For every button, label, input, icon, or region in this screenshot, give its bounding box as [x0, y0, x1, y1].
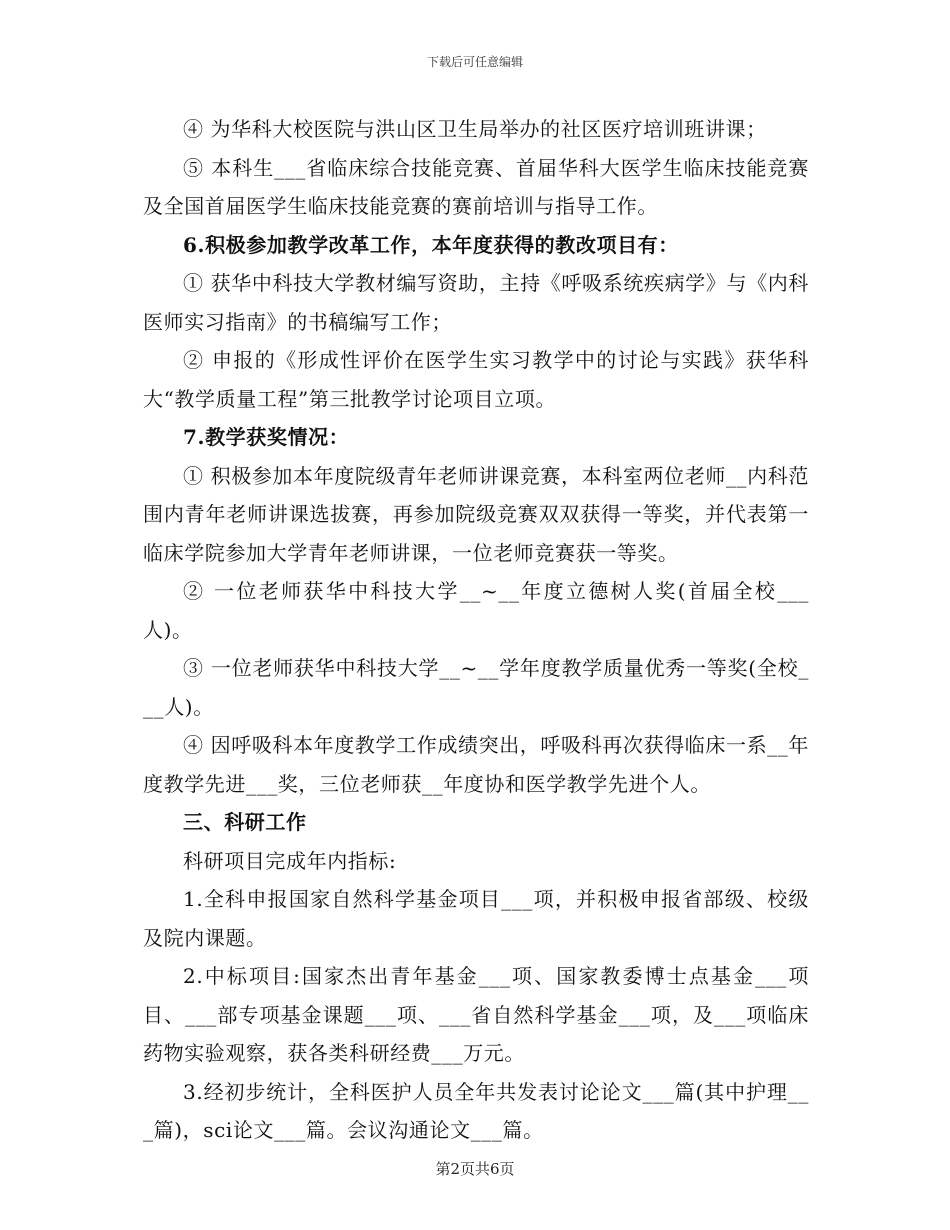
page-footer: 第2页共6页: [435, 1160, 515, 1178]
paragraph-department-award: ④ 因呼吸科本年度教学工作成绩突出，呼吸科再次获得临床一系__年度教学先进___奖，三位老师获__年度协和医学教学先进个人。: [143, 733, 809, 796]
paragraph-research-targets: 科研项目完成年内指标:: [183, 848, 397, 873]
heading-research-work: 三、科研工作: [183, 810, 307, 834]
paragraph-skill-competition: ⑤ 本科生___省临床综合技能竞赛、首届华科大医学生临床技能竞赛及全国首届医学生临床技能竞赛的赛前培训与指导工作。: [143, 155, 809, 218]
heading-teaching-reform: 6.积极参加教学改革工作，本年度获得的教改项目有：: [183, 232, 679, 257]
paragraph-textbook-funding: ① 获华中科技大学教材编写资助，主持《呼吸系统疾病学》与《内科医师实习指南》的书稿编写工作；: [143, 271, 809, 334]
paragraph-publications: 3.经初步统计，全科医护人员全年共发表讨论论文___篇(其中护理___篇)，sci论文___篇。会议沟通论文___篇。: [143, 1079, 809, 1142]
paragraph-lecture-training: ④ 为华科大校医院与洪山区卫生局举办的社区医疗培训班讲课；: [183, 117, 767, 141]
paragraph-funded-projects: 2.中标项目:国家杰出青年基金___项、国家教委博士点基金___项目、___部专项基金课题___项、___省自然科学基金___项，及___项临床药物实验观察，获各类科研经费___万元。: [143, 964, 809, 1065]
paragraph-project-approval: ② 申报的《形成性评价在医学生实习教学中的讨论与实践》获华科大“教学质量工程”第三批教学讨论项目立项。: [143, 348, 809, 411]
page-header: 下载后可任意编辑: [426, 55, 523, 69]
document-body: [143, 110, 809, 1150]
paragraph-lecture-competition: ① 积极参加本年度院级青年老师讲课竞赛，本科室两位老师__内科范围内青年老师讲课选拔赛，再参加院级竞赛双双获得一等奖，并代表第一临床学院参加大学青年老师讲课，一位老师竞赛获一等奖。: [143, 463, 809, 565]
heading-teaching-awards: 7.教学获奖情况：: [183, 425, 350, 449]
paragraph-quality-award: ③ 一位老师获华中科技大学__~__学年度教学质量优秀一等奖(全校___人)。: [143, 656, 809, 719]
paragraph-lide-award: ② 一位老师获华中科技大学__~__年度立德树人奖(首届全校___人)。: [143, 579, 809, 642]
paragraph-nsfc-applications: 1.全科申报国家自然科学基金项目___项，并积极申报省部级、校级及院内课题。: [143, 887, 809, 950]
